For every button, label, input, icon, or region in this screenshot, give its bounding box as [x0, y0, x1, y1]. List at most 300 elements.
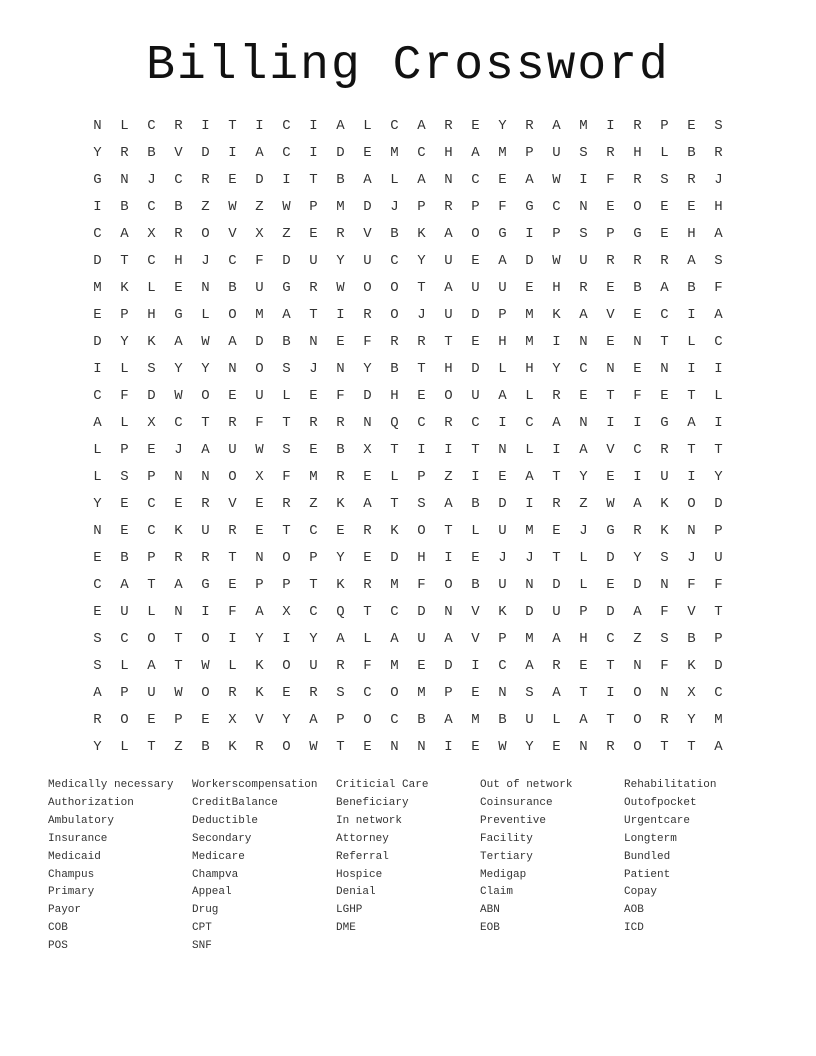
grid-letter: A: [363, 496, 372, 512]
grid-letter: C: [714, 685, 723, 701]
grid-letter: W: [552, 253, 561, 269]
grid-letter: M: [309, 469, 318, 485]
grid-letter: R: [282, 496, 291, 512]
grid-letter: A: [93, 415, 102, 431]
grid-letter: E: [471, 685, 480, 701]
grid-letter: M: [525, 334, 534, 350]
grid-letter: E: [309, 442, 318, 458]
word-list-item: Claim: [480, 886, 514, 899]
grid-letter: Y: [498, 118, 507, 134]
grid-letter: T: [363, 604, 372, 620]
grid-letter: J: [714, 172, 723, 188]
grid-letter: R: [336, 658, 345, 674]
grid-letter: N: [93, 118, 102, 134]
grid-letter: O: [633, 685, 642, 701]
grid-letter: A: [228, 334, 237, 350]
grid-letter: C: [579, 361, 588, 377]
grid-letter: E: [417, 658, 426, 674]
grid-letter: R: [606, 145, 615, 161]
grid-letter: L: [120, 415, 129, 431]
grid-letter: B: [201, 739, 210, 755]
word-list-item: Authorization: [48, 796, 134, 809]
grid-letter: O: [147, 631, 156, 647]
grid-letter: U: [363, 253, 372, 269]
grid-letter: E: [606, 334, 615, 350]
grid-letter: Z: [174, 739, 183, 755]
grid-letter: T: [687, 739, 696, 755]
grid-letter: A: [471, 145, 480, 161]
grid-letter: A: [633, 604, 642, 620]
grid-letter: I: [687, 361, 696, 377]
grid-letter: R: [660, 712, 669, 728]
grid-letter: R: [633, 172, 642, 188]
grid-letter: R: [309, 415, 318, 431]
grid-letter: M: [525, 631, 534, 647]
grid-letter: Y: [255, 631, 264, 647]
grid-letter: Y: [687, 712, 696, 728]
grid-letter: Y: [93, 739, 102, 755]
grid-letter: R: [309, 280, 318, 296]
word-list-item: Copay: [624, 886, 658, 899]
grid-letter: B: [228, 280, 237, 296]
grid-letter: X: [147, 226, 156, 242]
word-list-item: Referral: [336, 850, 389, 863]
grid-letter: D: [498, 496, 507, 512]
grid-letter: C: [633, 442, 642, 458]
grid-letter: M: [714, 712, 723, 728]
grid-letter: A: [390, 631, 399, 647]
grid-letter: P: [282, 577, 291, 593]
page-title: Billing Crossword: [146, 39, 670, 93]
grid-letter: C: [228, 253, 237, 269]
grid-letter: B: [687, 280, 696, 296]
grid-letter: A: [147, 658, 156, 674]
grid-letter: C: [552, 199, 561, 215]
grid-letter: E: [498, 469, 507, 485]
grid-letter: A: [552, 118, 561, 134]
grid-letter: K: [174, 523, 183, 539]
grid-letter: Y: [579, 469, 588, 485]
grid-letter: P: [471, 199, 480, 215]
grid-letter: N: [120, 172, 129, 188]
grid-letter: L: [120, 739, 129, 755]
grid-letter: S: [579, 226, 588, 242]
grid-letter: Y: [417, 253, 426, 269]
grid-letter: C: [417, 145, 426, 161]
grid-letter: B: [417, 712, 426, 728]
grid-letter: R: [606, 739, 615, 755]
grid-letter: O: [282, 739, 291, 755]
grid-letter: C: [147, 253, 156, 269]
grid-letter: T: [174, 631, 183, 647]
grid-letter: N: [498, 685, 507, 701]
grid-letter: P: [120, 307, 129, 323]
grid-letter: W: [255, 442, 264, 458]
grid-letter: T: [174, 658, 183, 674]
grid-letter: I: [93, 199, 102, 215]
grid-letter: A: [714, 226, 723, 242]
word-list-item: Appeal: [192, 886, 232, 899]
grid-letter: N: [660, 577, 669, 593]
grid-letter: F: [714, 280, 723, 296]
word-list-item: Outofpocket: [624, 796, 697, 809]
grid-letter: I: [471, 469, 480, 485]
grid-letter: E: [552, 523, 561, 539]
grid-letter: T: [660, 739, 669, 755]
grid-letter: P: [444, 685, 453, 701]
grid-letter: N: [498, 442, 507, 458]
grid-letter: Q: [390, 415, 399, 431]
grid-letter: C: [525, 415, 534, 431]
grid-letter: R: [336, 469, 345, 485]
grid-letter: A: [714, 307, 723, 323]
grid-letter: J: [309, 361, 318, 377]
grid-letter: V: [228, 226, 237, 242]
grid-letter: C: [147, 199, 156, 215]
grid-letter: A: [498, 253, 507, 269]
grid-letter: Y: [174, 361, 183, 377]
grid-letter: P: [417, 469, 426, 485]
grid-letter: N: [660, 361, 669, 377]
grid-letter: E: [363, 739, 372, 755]
grid-letter: E: [363, 550, 372, 566]
grid-letter: A: [282, 307, 291, 323]
grid-letter: M: [471, 712, 480, 728]
grid-letter: M: [525, 307, 534, 323]
grid-letter: P: [120, 442, 129, 458]
grid-letter: X: [687, 685, 696, 701]
grid-letter: C: [93, 577, 102, 593]
grid-letter: S: [147, 361, 156, 377]
grid-letter: H: [525, 361, 534, 377]
grid-letter: I: [498, 415, 507, 431]
grid-letter: R: [525, 118, 534, 134]
grid-letter: L: [687, 334, 696, 350]
grid-letter: E: [255, 523, 264, 539]
grid-letter: E: [552, 739, 561, 755]
word-list-item: Medicare: [192, 850, 245, 863]
grid-letter: W: [336, 280, 345, 296]
grid-letter: N: [525, 577, 534, 593]
grid-letter: R: [120, 145, 129, 161]
grid-letter: S: [660, 631, 669, 647]
grid-letter: C: [390, 118, 399, 134]
grid-letter: T: [336, 739, 345, 755]
grid-letter: A: [687, 253, 696, 269]
grid-letter: E: [471, 550, 480, 566]
grid-letter: N: [687, 523, 696, 539]
grid-letter: S: [336, 685, 345, 701]
grid-letter: F: [498, 199, 507, 215]
word-list-item: Facility: [480, 832, 533, 845]
grid-letter: I: [255, 118, 264, 134]
grid-letter: S: [417, 496, 426, 512]
grid-letter: C: [363, 685, 372, 701]
grid-letter: U: [471, 280, 480, 296]
grid-letter: S: [282, 442, 291, 458]
grid-letter: A: [552, 685, 561, 701]
grid-letter: W: [174, 685, 183, 701]
grid-letter: F: [687, 577, 696, 593]
grid-letter: G: [282, 280, 291, 296]
grid-letter: O: [201, 631, 210, 647]
grid-letter: T: [417, 280, 426, 296]
grid-letter: D: [255, 334, 264, 350]
grid-letter: J: [525, 550, 534, 566]
grid-letter: L: [120, 118, 129, 134]
grid-letter: R: [201, 172, 210, 188]
grid-letter: W: [201, 334, 210, 350]
grid-letter: O: [255, 361, 264, 377]
grid-letter: T: [606, 658, 615, 674]
grid-letter: O: [363, 280, 372, 296]
grid-letter: V: [471, 631, 480, 647]
grid-letter: B: [471, 577, 480, 593]
grid-letter: P: [714, 523, 723, 539]
grid-letter: R: [228, 523, 237, 539]
grid-letter: A: [660, 280, 669, 296]
grid-letter: V: [687, 604, 696, 620]
grid-letter: B: [120, 550, 129, 566]
grid-letter: Z: [282, 226, 291, 242]
grid-letter: A: [417, 118, 426, 134]
grid-letter: O: [363, 712, 372, 728]
grid-letter: S: [660, 172, 669, 188]
grid-letter: E: [336, 334, 345, 350]
grid-letter: R: [201, 496, 210, 512]
grid-letter: N: [228, 361, 237, 377]
grid-letter: F: [363, 658, 372, 674]
grid-letter: Z: [579, 496, 588, 512]
grid-letter: B: [687, 145, 696, 161]
grid-letter: I: [444, 442, 453, 458]
grid-letter: L: [228, 658, 237, 674]
grid-letter: R: [390, 334, 399, 350]
grid-letter: E: [336, 523, 345, 539]
grid-letter: J: [201, 253, 210, 269]
grid-letter: C: [606, 631, 615, 647]
grid-letter: V: [174, 145, 183, 161]
grid-letter: I: [336, 307, 345, 323]
grid-letter: H: [579, 631, 588, 647]
grid-letter: O: [228, 469, 237, 485]
grid-letter: L: [525, 388, 534, 404]
grid-letter: E: [174, 280, 183, 296]
grid-letter: J: [174, 442, 183, 458]
grid-letter: R: [552, 388, 561, 404]
grid-letter: K: [660, 496, 669, 512]
grid-letter: E: [174, 496, 183, 512]
word-column: [624, 777, 768, 956]
grid-letter: E: [228, 172, 237, 188]
grid-letter: Y: [525, 739, 534, 755]
grid-letter: D: [363, 388, 372, 404]
grid-letter: F: [660, 604, 669, 620]
grid-letter: F: [606, 172, 615, 188]
grid-letter: K: [255, 658, 264, 674]
grid-letter: D: [93, 253, 102, 269]
grid-letter: M: [525, 523, 534, 539]
grid-letter: W: [282, 199, 291, 215]
grid-letter: T: [417, 361, 426, 377]
grid-letter: O: [201, 388, 210, 404]
grid-letter: A: [444, 712, 453, 728]
grid-letter: J: [417, 307, 426, 323]
word-list-item: Out of network: [480, 779, 573, 791]
word-list-item: LGHP: [336, 904, 363, 917]
grid-letter: I: [552, 334, 561, 350]
grid-letter: A: [174, 577, 183, 593]
grid-letter: Z: [255, 199, 264, 215]
grid-letter: L: [363, 631, 372, 647]
grid-letter: O: [201, 226, 210, 242]
grid-letter: R: [444, 199, 453, 215]
grid-letter: C: [390, 712, 399, 728]
grid-letter: L: [282, 388, 291, 404]
grid-letter: Y: [282, 712, 291, 728]
word-list-item: Urgentcare: [624, 814, 691, 827]
grid-letter: E: [201, 712, 210, 728]
grid-letter: D: [390, 550, 399, 566]
word-list-item: Attorney: [336, 832, 389, 845]
grid-letter: O: [228, 307, 237, 323]
grid-letter: N: [255, 550, 264, 566]
grid-letter: W: [228, 199, 237, 215]
grid-letter: U: [255, 280, 264, 296]
grid-letter: T: [606, 712, 615, 728]
grid-letter: D: [255, 172, 264, 188]
grid-letter: I: [606, 118, 615, 134]
grid-letter: H: [498, 334, 507, 350]
grid-letter: Y: [336, 253, 345, 269]
word-list-item: Bundled: [624, 850, 671, 863]
grid-letter: S: [579, 145, 588, 161]
grid-letter: I: [525, 496, 534, 512]
grid-letter: P: [552, 226, 561, 242]
grid-letter: H: [552, 280, 561, 296]
word-list-item: Ambulatory: [48, 814, 115, 827]
grid-letter: N: [579, 199, 588, 215]
grid-letter: E: [525, 280, 534, 296]
grid-letter: F: [228, 604, 237, 620]
grid-letter: M: [390, 145, 399, 161]
grid-letter: R: [417, 334, 426, 350]
grid-letter: D: [282, 253, 291, 269]
grid-letter: K: [336, 577, 345, 593]
grid-letter: W: [552, 172, 561, 188]
grid-letter: I: [552, 442, 561, 458]
grid-letter: M: [390, 658, 399, 674]
grid-letter: L: [498, 361, 507, 377]
grid-letter: T: [552, 469, 561, 485]
grid-letter: Y: [336, 550, 345, 566]
grid-letter: P: [147, 550, 156, 566]
grid-letter: C: [714, 334, 723, 350]
grid-letter: O: [633, 199, 642, 215]
grid-letter: N: [201, 469, 210, 485]
grid-letter: H: [444, 361, 453, 377]
grid-letter: V: [228, 496, 237, 512]
grid-letter: E: [93, 307, 102, 323]
grid-letter: L: [201, 307, 210, 323]
grid-letter: S: [714, 253, 723, 269]
word-list-item: Medically necessary: [48, 779, 174, 791]
grid-letter: R: [660, 253, 669, 269]
grid-letter: N: [444, 172, 453, 188]
grid-letter: C: [147, 496, 156, 512]
grid-letter: V: [606, 442, 615, 458]
grid-letter: E: [471, 118, 480, 134]
grid-letter: E: [93, 550, 102, 566]
grid-letter: Y: [363, 361, 372, 377]
word-column: [336, 777, 480, 956]
grid-letter: S: [714, 118, 723, 134]
grid-letter: F: [660, 658, 669, 674]
grid-letter: U: [147, 685, 156, 701]
grid-letter: R: [444, 415, 453, 431]
grid-letter: I: [417, 442, 426, 458]
grid-letter: C: [390, 253, 399, 269]
grid-letter: L: [552, 712, 561, 728]
grid-letter: L: [579, 550, 588, 566]
grid-letter: N: [633, 334, 642, 350]
grid-letter: M: [498, 145, 507, 161]
grid-letter: I: [282, 631, 291, 647]
grid-letter: L: [147, 604, 156, 620]
grid-letter: P: [309, 550, 318, 566]
grid-letter: P: [147, 469, 156, 485]
grid-letter: L: [147, 280, 156, 296]
grid-letter: C: [498, 658, 507, 674]
grid-letter: R: [579, 280, 588, 296]
grid-letter: A: [363, 172, 372, 188]
grid-letter: X: [255, 226, 264, 242]
word-list-item: Coinsurance: [480, 796, 553, 809]
grid-letter: E: [120, 523, 129, 539]
word-list-item: Beneficiary: [336, 796, 409, 809]
grid-letter: K: [552, 307, 561, 323]
word-list-item: Longterm: [624, 832, 677, 845]
grid-letter: B: [633, 280, 642, 296]
grid-letter: D: [714, 496, 723, 512]
grid-letter: G: [633, 226, 642, 242]
grid-letter: I: [471, 658, 480, 674]
grid-letter: K: [120, 280, 129, 296]
grid-letter: O: [390, 280, 399, 296]
grid-letter: I: [282, 172, 291, 188]
grid-letter: E: [309, 388, 318, 404]
grid-letter: X: [363, 442, 372, 458]
grid-letter: K: [687, 658, 696, 674]
grid-letter: A: [417, 172, 426, 188]
grid-letter: A: [525, 469, 534, 485]
word-column: [480, 777, 624, 956]
grid-letter: V: [606, 307, 615, 323]
grid-letter: O: [471, 226, 480, 242]
grid-letter: R: [228, 415, 237, 431]
grid-letter: A: [444, 226, 453, 242]
word-list-item: Rehabilitation: [624, 779, 717, 791]
grid-letter: T: [309, 172, 318, 188]
grid-letter: T: [444, 523, 453, 539]
grid-letter: T: [687, 442, 696, 458]
grid-letter: N: [174, 469, 183, 485]
grid-letter: T: [714, 604, 723, 620]
grid-letter: P: [714, 631, 723, 647]
word-list-item: Medigap: [480, 868, 527, 881]
grid-letter: T: [228, 550, 237, 566]
grid-letter: D: [471, 307, 480, 323]
